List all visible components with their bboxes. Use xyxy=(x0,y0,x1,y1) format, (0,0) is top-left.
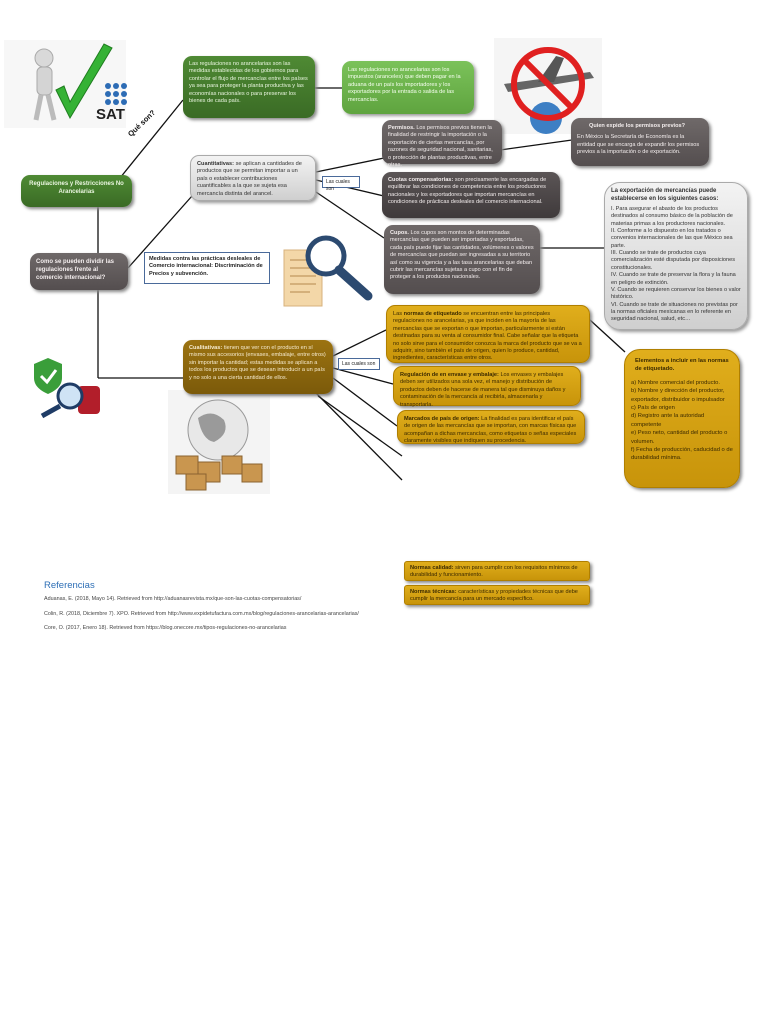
marcado-text: La finalidad es para identificar el país de origen de las mercancías que se importan, con marcas físicas que acompañan a dichas mercancías, como etiquetas o señas especiales claramente visibles que indiquen su procedencia. xyxy=(404,416,577,445)
elementos-node xyxy=(624,349,740,488)
exportacion-item: VI. Cuando se trate de situaciones no previstas por la normas oficiales mexicanas en lo referente en seguridad nacional, salud, etc… xyxy=(611,301,738,323)
cuotas-comp-title: Cuotas compensatorias: xyxy=(388,177,454,183)
permisos-node xyxy=(382,120,502,168)
envases-text: Los envases y embalajes deben ser utilizados una sola vez, el manejo y distribución de productos deben de hacerse de manera tal que disminuya daños y contaminación de la mercancía al recibirla, almacenarla y transportarla. xyxy=(400,372,566,408)
exportacion-item: IV. Cuando se trate de preservar la flora y la fauna en peligro de extinción. xyxy=(611,272,736,286)
exportacion-title: La exportación de mercancías puede establecerse en los siguientes casos: xyxy=(611,188,719,202)
cualitativas-node xyxy=(183,340,333,394)
question-node: Como se pueden dividir las regulaciones frente al comercio internacional? xyxy=(30,253,128,290)
globe-boxes-icon xyxy=(168,390,270,494)
elementos-item: d) Registro ante la autoridad competente xyxy=(631,413,705,428)
etiquetado-text: se encuentran entre las principales regulaciones no arancelarias, ya que inciden en la mayoría de las mercancías que se exportan o que importan, particularmente si están destinadas para su venta al consumidor final. Cabe señalar que la etiqueta no solo sirve para el consumidor conozca la marca del producto que se va a adquirir, sino también el país de origen, quien lo produce, cantidad, ingredientes, características entre otros. xyxy=(393,311,582,362)
elementos-item: b) Nombre y dirección del productor, exportador, distribuidor o impulsador xyxy=(631,388,725,403)
exportacion-item: III. Cuando se trate de productos cuya comercialización esté disputada por disposiciones constitucionales. xyxy=(611,250,736,271)
quien-expide-title: Quien expide los permisos previos? xyxy=(589,123,686,129)
etiquetado-node xyxy=(386,305,590,363)
tecnicas-title: Normas técnicas: xyxy=(410,589,457,595)
quien-expide-node xyxy=(571,118,709,166)
definition-node: Las regulaciones no arancelarias son las medidas establecidas de los gobiernos para controlar el flujo de mercancías entre los países ya sea para proteger la planta productiva y las economías nacionales o para preservar los bienes de cada país. xyxy=(183,56,315,118)
exportacion-item: I. Para asegurar el abasto de los productos destinados al consumo básico de la población de materias primas a los productores nacionales. xyxy=(611,205,733,227)
exportacion-item: II. Conforme a lo dispuesto en los tratados o convenios internacionales de las que México sea parte. xyxy=(611,227,733,249)
etiquetado-pre: Las xyxy=(393,311,403,317)
las-cuales-son-label-1: Las cuales son xyxy=(322,176,360,188)
calidad-title: Normas calidad: xyxy=(410,565,454,571)
sat-logo: SAT xyxy=(96,106,125,123)
root-node: Regulaciones y Restricciones No Arancelarias xyxy=(21,175,132,207)
magnifier-document-icon xyxy=(282,232,378,310)
sat-dots-icon xyxy=(104,82,128,106)
envases-node xyxy=(393,366,581,406)
reference-item: Colin, R. (2018, Diciembre 7). XPO. Retrieved from http://www.expidetufactura.com.mx/blog/regulaciones-arancelarias-arancelarias/ xyxy=(44,611,359,617)
elementos-item: f) Fecha de producción, caducidad o de durabilidad mínima. xyxy=(631,446,733,462)
permisos-text: Los permisos previos tienen la finalidad de restringir la importación o la exportación de ciertas mercancías, por razones de seguridad nacional, sanitarias, o protección de plantas productivas, entre otras. xyxy=(388,125,493,168)
envases-title: Regulación de en envase y embalaje: xyxy=(400,372,499,378)
permisos-title: Permisos. xyxy=(388,125,415,131)
cupos-node xyxy=(384,225,540,294)
que-son-label: Qué son? xyxy=(126,107,158,139)
marcado-title: Marcados de país de origen: xyxy=(404,416,480,422)
elementos-item: e) Peso neto, cantidad del producto o volumen. xyxy=(631,430,728,445)
elementos-item: a) Nombre comercial del producto. xyxy=(631,379,720,386)
cualitativas-text: tienen que ver con el producto en sí mismo sus accesorios (envases, embalaje, entre otros) sin importar la cantidad; estas medidas se aplican a todos los productos que se desean introducir a un país y no solo a una cierta cantidad de ellos. xyxy=(189,345,326,381)
definition2-node: Las regulaciones no arancelarias son los impuestos (aranceles) que deben pagar en la aduana de un país los importadores y los exportadores por la entrada o salida de las mercancías. xyxy=(342,61,474,114)
cupos-title: Cupos. xyxy=(390,230,409,236)
reference-item: Aduanas, E. (2018, Mayo 14). Retrieved from http://aduanasrevista.mx/que-son-las-cuotas-compensatorias/ xyxy=(44,596,302,602)
cuantitativas-text: se aplican a cantidades de productos que se permitan importar a un país o establecer contribuciones cuantificables a la que se sujeta esa mercancía distinta del arancel. xyxy=(197,161,302,197)
elementos-item: c) País de origen xyxy=(631,404,675,411)
normas-tecnicas-node xyxy=(404,585,590,605)
medidas-desleales-note: Medidas contra las prácticas desleales de Comercio internacional: Discriminación de Precios y subvención. xyxy=(144,252,270,284)
quien-expide-text: En México la Secretaría de Economía es la entidad que se encarga de expandir los permisos previos a la importación o de exportación. xyxy=(577,134,700,156)
etiquetado-title: normas de etiquetado xyxy=(403,311,462,317)
cuotas-compensatorias-node xyxy=(382,172,560,218)
cuantitativas-node xyxy=(190,155,316,201)
exportacion-item: V. Cuando se requieren conservar los bienes o valor histórico. xyxy=(611,286,741,301)
tecnicas-text: características y propiedades técnicas que debe cumplir la mercancía para un mercado específico. xyxy=(410,589,578,603)
calidad-text: sirven para cumplir con los requisitos mínimos de durabilidad y funcionamiento. xyxy=(410,565,578,579)
references-title: Referencias xyxy=(44,580,95,591)
cuantitativas-title: Cuantitativas: xyxy=(197,161,234,167)
marcado-node xyxy=(397,410,585,444)
exportacion-node xyxy=(604,182,748,330)
normas-calidad-node xyxy=(404,561,590,581)
security-shield-icon xyxy=(32,356,104,418)
cupos-text: Los cupos son montos de determinadas mercancías que pueden ser importadas y exportadas, cada país puede fijar las cantidades, volúmenes o valores de mercancías que puedan ser ingresadas a su territorio así como su vigencia y a las tasa arancelarias que deban cubrir las mercancías sujetas a cupo con el fin de proteger a los productos nacionales. xyxy=(390,230,534,281)
cualitativas-title: Cualitativas: xyxy=(189,345,223,351)
las-cuales-son-label-2: Las cuales son xyxy=(338,358,380,370)
elementos-title: Elementos a incluir en las normas de etiquetado. xyxy=(635,358,729,373)
cuotas-comp-text: son precisamente las encargadas de equilibrar las condiciones de competencia entre los productores nacionales y los exportadores que importan mercancías en condiciones de prácticas desleales del comercio internacional. xyxy=(388,177,547,206)
reference-item: Core, O. (2017, Enero 18). Retrieved from https://blog.onecore.mx/tipos-regulaciones-no-arancelarias xyxy=(44,625,287,631)
